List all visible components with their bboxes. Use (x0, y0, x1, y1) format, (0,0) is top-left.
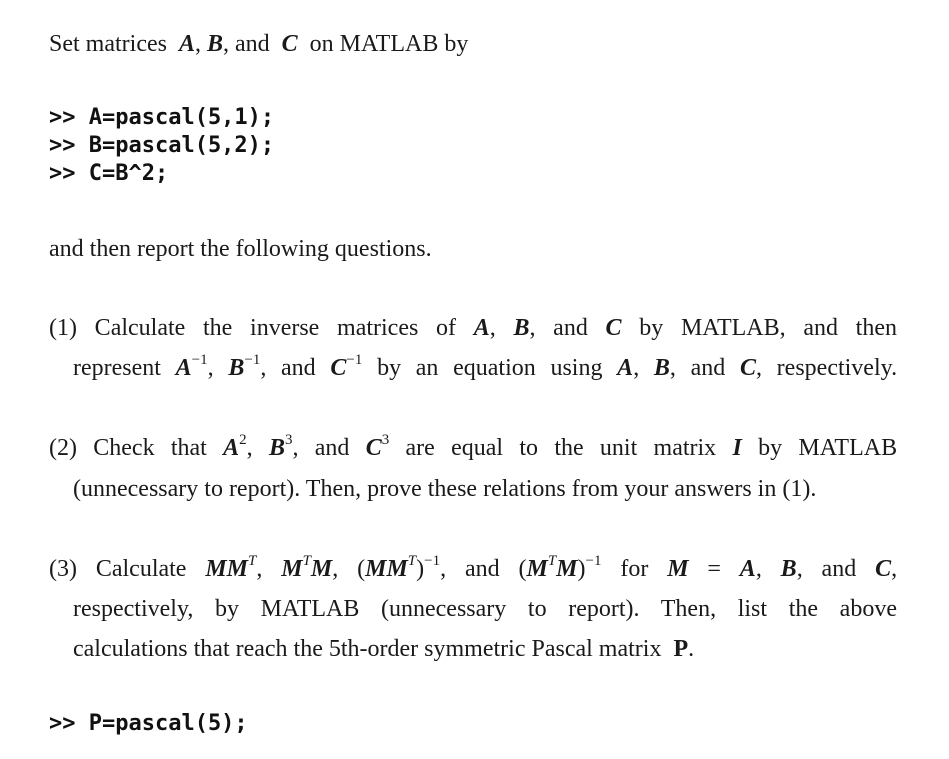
inverse-sup: −1 (191, 352, 208, 368)
comma: , (891, 556, 898, 582)
intro-text: Set matrices (49, 31, 167, 57)
intro-text-2: on MATLAB by (309, 31, 469, 57)
q1-text-2: by MATLAB, and then (639, 315, 898, 341)
q1-line-1 (49, 313, 897, 343)
instruction-text: and then report the following questions. (49, 236, 432, 262)
transpose-sup: T (248, 553, 257, 569)
q3-line-1: (3) Calculate $MM^T$, $M^TM$, $(MM^T)^{-1}$, and $(M^TM)^{-1}$ for M = A, B, and C, (49, 553, 898, 582)
matrix-a: A (178, 31, 195, 57)
inverse-sup: −1 (585, 553, 602, 569)
matrix-m: M (281, 556, 303, 582)
transpose-sup: T (547, 553, 557, 569)
q1-line-2 (73, 353, 897, 383)
q3-line-2: respectively, by MATLAB (unnecessary to report). Then, list the above (73, 596, 897, 622)
matrix-a: A (223, 435, 240, 461)
q2-text-3: by MATLAB (758, 435, 898, 461)
q2-text-2: are equal to the unit matrix (405, 435, 717, 461)
q3-text: (3) Calculate (49, 556, 187, 582)
q3-line-3 (73, 634, 694, 664)
transpose-sup: T (407, 553, 417, 569)
matrix-b: B (653, 355, 670, 381)
equals-sign: = (707, 556, 721, 582)
matrix-m: M (556, 556, 578, 582)
matrix-c: C (365, 435, 382, 461)
matrix-c: C (739, 355, 756, 381)
matrix-c: C (875, 556, 892, 582)
comma: , (796, 556, 803, 582)
and-text: and (464, 556, 500, 582)
comma: , (489, 315, 496, 341)
and-text: , and (260, 355, 316, 381)
code-line-3: >> C=B^2; (49, 161, 169, 186)
q1-text-4: by an equation using (377, 355, 603, 381)
comma: , (207, 355, 214, 381)
matrix-b: B (206, 31, 223, 57)
comma: , (194, 31, 201, 57)
cube-sup: 3 (284, 432, 293, 448)
q2-text: (2) Check that (49, 435, 207, 461)
q1-text-3: represent (73, 355, 161, 381)
matrix-a: A (617, 355, 634, 381)
matrix-i: I (732, 435, 742, 461)
code-line-final: >> P=pascal(5); (49, 711, 248, 736)
comma: , (256, 556, 263, 582)
inverse-sup: −1 (424, 553, 441, 569)
square-sup: 2 (239, 432, 247, 448)
matrix-a: A (739, 556, 756, 582)
and-text: , and (669, 355, 726, 381)
matrix-a: A (175, 355, 192, 381)
matrix-m: M (526, 556, 548, 582)
code-line-2: >> B=pascal(5,2); (49, 133, 275, 158)
and-text: , and (292, 435, 350, 461)
matrix-m: M (386, 556, 408, 582)
matrix-c: C (281, 31, 298, 57)
and-text: and (821, 556, 857, 582)
transpose-sup: T (302, 553, 311, 569)
matrix-a: A (473, 315, 490, 341)
comma: , (440, 556, 447, 582)
cube-sup: 3 (381, 432, 390, 448)
matrix-p: P (673, 636, 689, 662)
matrix-b: B (268, 435, 285, 461)
for-text: for (620, 556, 649, 582)
period: . (688, 636, 695, 662)
code-line-1: >> A=pascal(5,1); (49, 105, 275, 130)
inverse-sup: −1 (244, 352, 261, 368)
matrix-c: C (330, 355, 347, 381)
matrix-b: B (228, 355, 245, 381)
inverse-sup: −1 (346, 352, 363, 368)
q1-text-5: , respectively. (755, 355, 898, 381)
q1-text: (1) Calculate the inverse matrices of (49, 315, 457, 341)
matrix-c: C (605, 315, 622, 341)
intro-line (49, 29, 468, 59)
matrix-m: M (365, 556, 387, 582)
q2-line-2: (unnecessary to report). Then, prove these relations from your answers in (1). (73, 476, 817, 502)
matrix-b: B (780, 556, 797, 582)
comma: , (529, 315, 536, 341)
matrix-m: M (310, 556, 333, 582)
comma: , (755, 556, 762, 582)
matrix-b: B (513, 315, 530, 341)
matrix-m: M (205, 556, 227, 582)
and-text: and (553, 315, 588, 341)
q2-line-1 (49, 433, 897, 463)
matrix-m: M (667, 556, 689, 582)
and-text: , and (223, 31, 270, 57)
comma: , (332, 556, 339, 582)
q3-text-3: calculations that reach the 5th-order symmetric Pascal matrix (73, 636, 662, 662)
comma: , (246, 435, 253, 461)
comma: , (633, 355, 640, 381)
matrix-m: M (226, 556, 249, 582)
